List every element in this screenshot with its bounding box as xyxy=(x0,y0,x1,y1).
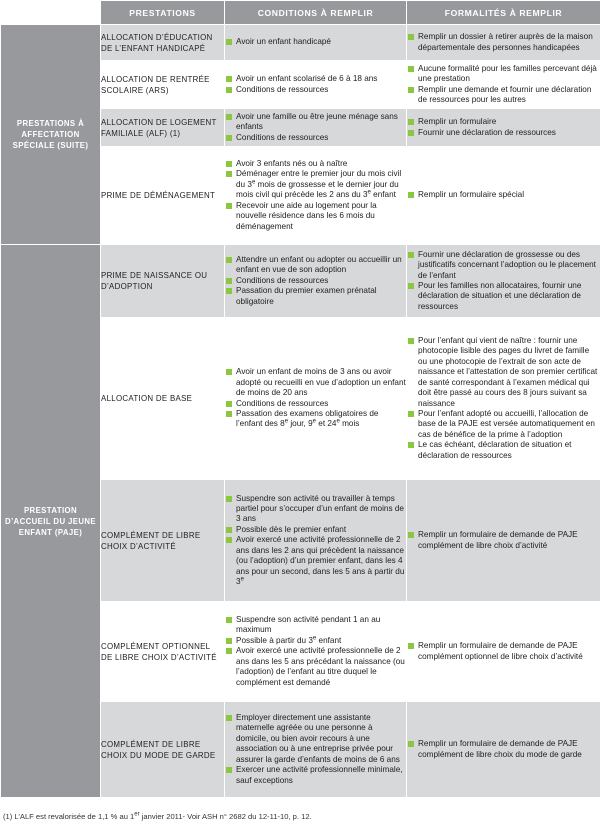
green-square-bullet-icon xyxy=(226,638,232,644)
bullet-text: Avoir exercé une activité professionnelle de 2 ans dans les 2 ans qui précèdent la naissance (ou l’adoption) d’un premier enfant, dans les 4 ans pour un second, dans les 5 ans à partir du 3e xyxy=(236,535,405,586)
prestation-name: PRIME DE NAISSANCE OU D’ADOPTION xyxy=(101,245,225,318)
bullet-item xyxy=(225,615,406,636)
bullet-list xyxy=(225,74,406,95)
formalities-cell xyxy=(407,602,600,702)
bullet-text: Possible à partir du 3e enfant xyxy=(236,635,342,645)
bullet-list xyxy=(407,641,600,662)
bullet-list xyxy=(225,615,406,688)
bullet-text: Avoir une famille ou être jeune ménage sans enfants xyxy=(236,111,398,132)
bullet-text: Remplir un dossier à retirer auprès de la maison départementale des personnes handicapées xyxy=(418,32,593,52)
bullet-item xyxy=(225,525,406,535)
green-square-bullet-icon xyxy=(226,257,232,263)
green-square-bullet-icon xyxy=(226,369,232,375)
bullet-text: Avoir un enfant handicapé xyxy=(236,37,331,47)
prestation-name: ALLOCATION DE RENTRÉE SCOLAIRE (ARS) xyxy=(101,61,225,109)
conditions-cell xyxy=(225,602,407,702)
footnote: (1) L’ALF est revalorisée de 1,1 % au 1er janvier 2011- Voir ASH n° 2682 du 12-11-10, p. 12. xyxy=(3,811,312,821)
green-square-bullet-icon xyxy=(226,496,232,502)
bullet-item xyxy=(407,739,600,760)
green-square-bullet-icon xyxy=(226,288,232,294)
green-square-bullet-icon xyxy=(226,527,232,533)
bullet-item xyxy=(225,409,406,430)
bullet-item xyxy=(407,85,600,106)
prestation-name: ALLOCATION DE LOGEMENT FAMILIALE (ALF) (1) xyxy=(101,109,225,147)
header-conditions: CONDITIONS À REMPLIR xyxy=(225,1,407,25)
bullet-text: Employer directement une assistante maternelle agréée ou une personne à domicile, ou bien avoir recours à une association ou à une entreprise privée pour assurer la garde d’enfants de moins de 6 ans xyxy=(236,713,400,764)
green-square-bullet-icon xyxy=(408,130,414,136)
bullet-text: Fournir une déclaration de grossesse ou des justificatifs concernant l’adoption ou le placement de l’enfant xyxy=(418,249,596,280)
bullet-text: Suspendre son activité pendant 1 an au maximum xyxy=(236,615,381,635)
green-square-bullet-icon xyxy=(226,39,232,45)
bullet-item xyxy=(225,494,406,525)
table-row xyxy=(1,245,600,318)
bullet-text: Fournir une déclaration de ressources xyxy=(418,127,556,137)
bullet-item xyxy=(407,409,600,440)
bullet-item xyxy=(407,530,600,551)
bullet-text: Remplir un formulaire de demande de PAJE complément de libre choix d’activité xyxy=(418,530,578,550)
bullet-item xyxy=(225,636,406,646)
bullet-text: Suspendre son activité ou travailler à temps partiel pour s’occuper d’un enfant de moins de 3 ans xyxy=(236,493,404,524)
green-square-bullet-icon xyxy=(226,114,232,120)
bullet-item xyxy=(225,112,406,133)
bullet-item xyxy=(407,440,600,461)
prestation-name: PRIME DE DÉMÉNAGEMENT xyxy=(101,147,225,245)
bullet-item xyxy=(407,190,600,200)
green-square-bullet-icon xyxy=(226,171,232,177)
bullet-item xyxy=(225,169,406,200)
green-square-bullet-icon xyxy=(226,76,232,82)
conditions-cell xyxy=(225,147,407,245)
green-square-bullet-icon xyxy=(226,203,232,209)
bullet-item xyxy=(407,64,600,85)
table-header-row xyxy=(1,1,600,25)
green-square-bullet-icon xyxy=(408,643,414,649)
conditions-cell xyxy=(225,702,407,798)
green-square-bullet-icon xyxy=(226,767,232,773)
bullet-text: Exercer une activité professionnelle minimale, sauf exceptions xyxy=(236,765,403,785)
formalities-cell xyxy=(407,702,600,798)
bullet-list xyxy=(407,64,600,106)
bullet-item xyxy=(225,646,406,688)
green-square-bullet-icon xyxy=(408,252,414,258)
formalities-cell xyxy=(407,245,600,318)
green-square-bullet-icon xyxy=(408,338,414,344)
bullet-list xyxy=(225,713,406,786)
bullet-list xyxy=(225,112,406,143)
bullet-text: Avoir exercé une activité professionnelle de 2 ans dans les 5 ans précédant la naissance (ou l’adoption) de l’enfant au titre duquel le complément est demandé xyxy=(236,646,405,687)
green-square-bullet-icon xyxy=(226,135,232,141)
green-square-bullet-icon xyxy=(226,715,232,721)
conditions-cell xyxy=(225,25,407,61)
bullet-item xyxy=(225,85,406,95)
bullet-item xyxy=(225,276,406,286)
bullet-list xyxy=(225,367,406,429)
green-square-bullet-icon xyxy=(408,119,414,125)
bullet-item xyxy=(407,117,600,127)
bullet-text: Remplir un formulaire de demande de PAJE complément optionnel de libre choix d’activité xyxy=(418,641,583,661)
bullet-text: Conditions de ressources xyxy=(236,84,329,94)
green-square-bullet-icon xyxy=(226,617,232,623)
bullet-list xyxy=(225,255,406,307)
prestation-name: ALLOCATION DE BASE xyxy=(101,318,225,480)
header-formalites: FORMALITÉS À REMPLIR xyxy=(407,1,600,25)
bullet-list xyxy=(407,32,600,53)
conditions-cell xyxy=(225,61,407,109)
bullet-item xyxy=(225,133,406,143)
green-square-bullet-icon xyxy=(226,411,232,417)
green-square-bullet-icon xyxy=(408,283,414,289)
prestation-name: COMPLÉMENT DE LIBRE CHOIX D’ACTIVITÉ xyxy=(101,480,225,602)
category-paje: PRESTATION D’ACCUEIL DU JEUNE ENFANT (PAJE) xyxy=(1,245,101,798)
category-affectation-speciale: PRESTATIONS À AFFECTATION SPÉCIALE (SUITE) xyxy=(1,25,101,245)
bullet-item xyxy=(225,37,406,47)
bullet-text: Avoir 3 enfants nés ou à naître xyxy=(236,159,348,169)
bullet-item xyxy=(407,128,600,138)
bullet-list xyxy=(225,494,406,588)
bullet-text: Aucune formalité pour les familles percevant déjà une prestation xyxy=(418,63,597,84)
bullet-text: Pour l’enfant adopté ou accueilli, l’allocation de base de la PAJE est versée automatiquement en cas de bénéfice de la prime à l’adoption xyxy=(418,408,595,439)
bullet-item xyxy=(407,336,600,409)
green-square-bullet-icon xyxy=(226,87,232,93)
bullet-item xyxy=(225,367,406,398)
bullet-text: Avoir un enfant scolarisé de 6 à 18 ans xyxy=(236,74,378,84)
formalities-cell xyxy=(407,318,600,480)
bullet-text: Remplir un formulaire spécial xyxy=(418,190,525,200)
formalities-cell xyxy=(407,147,600,245)
bullet-text: Le cas échéant, déclaration de situation et déclaration de ressources xyxy=(418,440,572,460)
bullet-item xyxy=(225,201,406,232)
bullet-item xyxy=(407,32,600,53)
bullet-list xyxy=(407,250,600,312)
bullet-text: Déménager entre le premier jour du mois civil du 3e mois de grossesse et le dernier jour du mois civil qui précède les 2 ans du 3e enfant xyxy=(236,169,402,200)
bullet-list xyxy=(407,190,600,200)
conditions-cell xyxy=(225,245,407,318)
formalities-cell xyxy=(407,25,600,61)
bullet-list xyxy=(407,739,600,760)
green-square-bullet-icon xyxy=(408,411,414,417)
bullet-list xyxy=(407,336,600,461)
bullet-text: Pour les familles non allocataires, fournir une déclaration de situation et une déclaration de ressources xyxy=(418,281,582,311)
bullet-item xyxy=(225,713,406,765)
prestation-name: COMPLÉMENT DE LIBRE CHOIX DU MODE DE GARDE xyxy=(101,702,225,798)
conditions-cell xyxy=(225,318,407,480)
table-row xyxy=(1,25,600,61)
bullet-text: Passation des examens obligatoires de l’enfant des 8e jour, 9e et 24e mois xyxy=(236,408,379,429)
green-square-bullet-icon xyxy=(408,192,414,198)
formalities-cell xyxy=(407,61,600,109)
bullet-list xyxy=(225,37,406,47)
conditions-cell xyxy=(225,109,407,147)
green-square-bullet-icon xyxy=(226,648,232,654)
formalities-cell xyxy=(407,109,600,147)
bullet-text: Passation du premier examen prénatal obligatoire xyxy=(236,286,377,306)
green-square-bullet-icon xyxy=(226,278,232,284)
green-square-bullet-icon xyxy=(408,34,414,40)
green-square-bullet-icon xyxy=(226,161,232,167)
bullet-item xyxy=(225,399,406,409)
bullet-list xyxy=(407,117,600,138)
green-square-bullet-icon xyxy=(408,532,414,538)
bullet-text: Attendre un enfant ou adopter ou accueillir un enfant en vue de son adoption xyxy=(236,254,402,275)
prestation-name: ALLOCATION D’ÉDUCATION DE L’ENFANT HANDICAPÉ xyxy=(101,25,225,61)
header-blank-cell xyxy=(1,1,101,25)
green-square-bullet-icon xyxy=(408,741,414,747)
bullet-list xyxy=(225,159,406,232)
formalities-cell xyxy=(407,480,600,602)
bullet-item xyxy=(225,255,406,276)
bullet-text: Avoir un enfant de moins de 3 ans ou avoir adopté ou recueilli en vue d’adoption un enfant de moins de 20 ans xyxy=(236,367,406,398)
green-square-bullet-icon xyxy=(408,66,414,72)
bullet-item xyxy=(225,535,406,587)
bullet-text: Remplir un formulaire de demande de PAJE complément de libre choix du mode de garde xyxy=(418,739,582,759)
bullet-item xyxy=(407,641,600,662)
bullet-text: Conditions de ressources xyxy=(236,275,329,285)
bullet-item xyxy=(407,281,600,312)
bullet-text: Conditions de ressources xyxy=(236,398,329,408)
bullet-item xyxy=(225,159,406,169)
green-square-bullet-icon xyxy=(226,537,232,543)
bullet-item xyxy=(225,765,406,786)
bullet-text: Recevoir une aide au logement pour la nouvelle résidence dans les 6 mois du déménagement xyxy=(236,200,377,231)
green-square-bullet-icon xyxy=(408,442,414,448)
prestation-name: COMPLÉMENT OPTIONNEL DE LIBRE CHOIX D’ACTIVITÉ xyxy=(101,602,225,702)
green-square-bullet-icon xyxy=(226,401,232,407)
green-square-bullet-icon xyxy=(408,87,414,93)
bullet-text: Possible dès le premier enfant xyxy=(236,524,347,534)
bullet-item xyxy=(407,250,600,281)
bullet-text: Remplir une demande et fournir une déclaration de ressources pour les autres xyxy=(418,84,592,104)
bullet-item xyxy=(225,74,406,84)
bullet-text: Remplir un formulaire xyxy=(418,117,497,127)
conditions-cell xyxy=(225,480,407,602)
bullet-list xyxy=(407,530,600,551)
bullet-item xyxy=(225,286,406,307)
bullet-text: Pour l’enfant qui vient de naître : fournir une photocopie lisible des pages du livret de famille ou une photocopie de l’extrait de son acte de naissance et l’attestation de son premier certificat de santé correspondant à l’examen médical qui doit être passé au cours des 8 jours suivant sa naissance xyxy=(418,336,598,408)
bullet-text: Conditions de ressources xyxy=(236,132,329,142)
header-prestations: PRESTATIONS xyxy=(101,1,225,25)
